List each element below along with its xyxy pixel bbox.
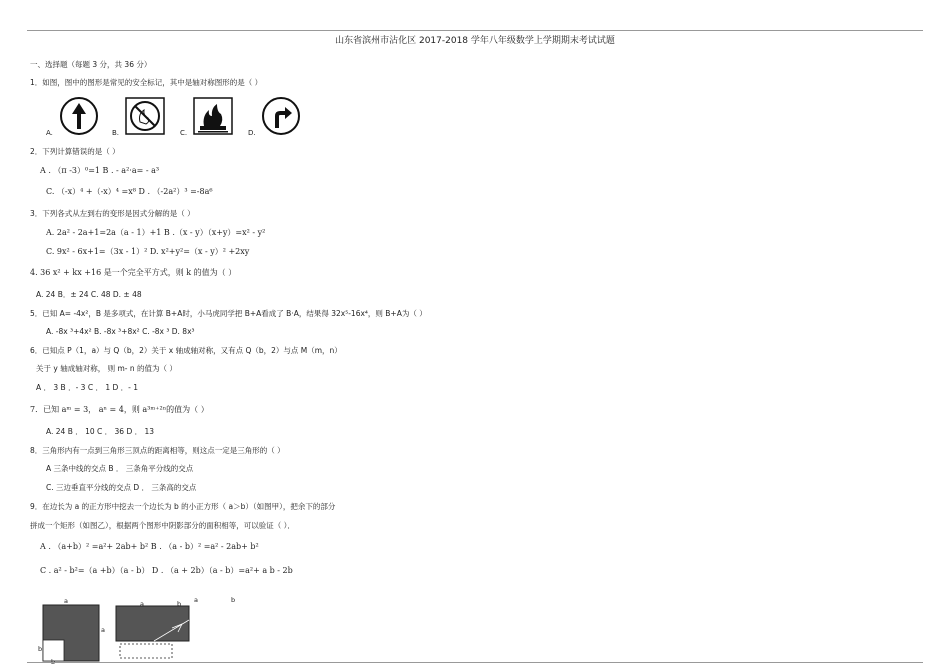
figure-label-b-right: b: [231, 596, 236, 604]
q2-options-row-1: A . （π -3）⁰=1 B . - a²·a= - a³: [40, 166, 160, 175]
figure-yi-label-a: a: [140, 600, 144, 608]
q6-options: A ． 3 B ．- 3 C ． 1 D ．- 1: [36, 383, 139, 392]
question-1-stem: 1．如图，图中的图形是常见的安全标记，其中是轴对称图形的是（ ）: [30, 78, 263, 87]
section-heading: 一、选择题（每题 3 分，共 36 分）: [30, 60, 152, 69]
q8-options-row-1: A 三条中线的交点 B ． 三条角平分线的交点: [46, 464, 194, 473]
q3-options-row-1: A. 2a² - 2a+1=2a（a - 1）+1 B .（x - y）（x+y）=x² - y²: [46, 228, 266, 237]
figure-yi-label-b: b: [177, 600, 182, 608]
flammable-sign-icon: [192, 96, 234, 136]
figure-jia-label-a-top: a: [64, 597, 68, 605]
q1-option-d-label: D.: [248, 129, 256, 137]
figure-jia-label-a-side: a: [101, 626, 105, 634]
q5-options: A. -8x ³+4x² B. -8x ³+8x² C. -8x ³ D. 8x³: [46, 327, 195, 336]
figure-yi: [112, 600, 194, 662]
right-turn-sign-icon: [260, 96, 302, 136]
figure-label-a-right: a: [194, 596, 198, 604]
q1-option-c-label: C.: [180, 129, 188, 137]
q8-options-row-2: C. 三边垂直平分线的交点 D ． 三条高的交点: [46, 483, 197, 492]
question-7-stem: 7．已知 aᵐ = 3， aⁿ = 4，则 a³ᵐ⁺²ⁿ的值为（ ）: [30, 405, 209, 414]
question-2-stem: 2．下列计算错误的是（ ）: [30, 147, 120, 156]
q1-option-b-label: B.: [112, 129, 120, 137]
question-6-stem-cont: 关于 y 轴成轴对称， 则 m- n 的值为（ ）: [36, 364, 177, 373]
q4-options: A. 24 B．± 24 C. 48 D. ± 48: [36, 290, 142, 299]
top-border: [27, 30, 923, 31]
q7-options: A. 24 B ． 10 C ． 36 D ． 13: [46, 427, 155, 436]
question-4-stem: 4. 36 x² + kx +16 是一个完全平方式，则 k 的值为（ ）: [30, 268, 237, 277]
q9-options-row-1: A . （a+b）² =a²+ 2ab+ b² B . （a - b）² =a² - 2ab+ b²: [40, 542, 259, 551]
q1-option-a-label: A.: [46, 129, 53, 137]
figure-jia: [36, 596, 106, 666]
figure-jia-label-b-bottom: b: [51, 658, 56, 666]
question-8-stem: 8．三角形内有一点到三角形三顶点的距离相等，则这点一定是三角形的（ ）: [30, 446, 285, 455]
up-arrow-sign-icon: [58, 96, 100, 136]
question-9-stem: 9．在边长为 a 的正方形中挖去一个边长为 b 的小正方形（ a＞b）（如图甲），把余下的部分: [30, 502, 336, 511]
question-3-stem: 3．下列各式从左到右的变形是因式分解的是（ ）: [30, 209, 195, 218]
question-9-stem-cont: 拼成一个矩形（如图乙），根据两个图形中阴影部分的面积相等，可以验证（ ）．: [30, 521, 295, 530]
q9-options-row-2: C . a² - b²=（a +b）（a - b） D . （a + 2b）（a - b）=a²+ a b - 2b: [40, 566, 293, 575]
no-fire-sign-icon: [124, 96, 166, 136]
bottom-border: [27, 662, 923, 663]
q3-options-row-2: C. 9x² - 6x+1=（3x - 1）² D. x²+y²=（x - y）² +2xy: [46, 247, 250, 256]
question-6-stem: 6．已知点 P（1，a）与 Q（b，2）关于 x 轴成轴对称，又有点 Q（b，2）与点 M（m，n）: [30, 346, 342, 355]
question-5-stem: 5．已知 A= -4x²，B 是多项式，在计算 B+A时，小马虎同学把 B+A看成了 B·A，结果得 32x⁵-16x⁴，则 B+A为（ ）: [30, 309, 427, 318]
q2-options-row-2: C. （-x）⁴ +（-x）⁴ =x⁸ D . （-2a²）³ =-8a⁶: [46, 187, 213, 196]
figure-jia-label-b-side: b: [38, 645, 43, 653]
page-title: 山东省滨州市沾化区 2017-2018 学年八年级数学上学期期末考试试题: [335, 36, 615, 46]
